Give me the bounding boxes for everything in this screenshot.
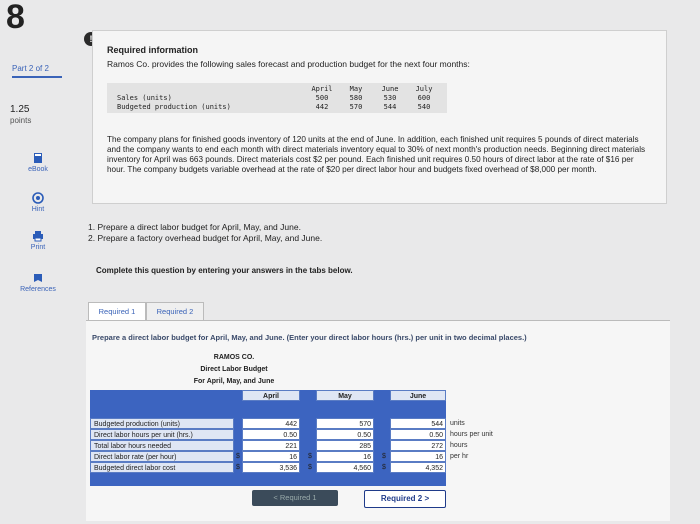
budget-period: For April, May, and June <box>193 378 275 385</box>
budget-row-label: Budgeted production (units) <box>90 418 234 429</box>
references-icon <box>32 272 44 284</box>
print-icon <box>32 230 44 242</box>
budget-value-input[interactable]: 285 <box>316 440 374 451</box>
info-subtitle: Ramos Co. provides the following sales forecast and production budget for the next four months: <box>107 59 470 69</box>
ebook-label: eBook <box>28 166 48 173</box>
budget-month-header: April <box>242 390 300 401</box>
references-label: References <box>20 286 56 293</box>
budget-value-input[interactable]: 3,536 <box>242 462 300 473</box>
points-label: points <box>10 116 32 125</box>
budget-title: Direct Labor Budget <box>200 366 268 373</box>
forecast-month: May <box>349 85 363 93</box>
dollar-sign: $ <box>236 453 240 460</box>
budget-row-label: Direct labor rate (per hour) <box>90 451 234 462</box>
budget-row-label: Total labor hours needed <box>90 440 234 451</box>
next-required-button[interactable]: Required 2 > <box>364 490 446 508</box>
budget-value-input[interactable]: 442 <box>242 418 300 429</box>
forecast-value: 500 <box>315 94 329 102</box>
forecast-value: 540 <box>417 103 431 111</box>
points-value: 1.25 <box>10 104 30 115</box>
forecast-month: April <box>311 85 333 93</box>
references-button[interactable] <box>18 272 58 293</box>
info-title: Required information <box>107 45 199 55</box>
budget-row-label: Direct labor hours per unit (hrs.) <box>90 429 234 440</box>
tabs-instruction: Complete this question by entering your answers in the tabs below. <box>96 266 353 275</box>
ebook-button[interactable] <box>18 152 58 173</box>
budget-value-input[interactable]: 272 <box>390 440 446 451</box>
budget-value-input[interactable]: 16 <box>390 451 446 462</box>
budget-value-input[interactable]: 16 <box>316 451 374 462</box>
company-plans-text: The company plans for finished goods inventory of 120 units at the end of June. In addition, each finished unit requires 5 pounds of direct materials and the company wants to end each month with direct materials inventory equal to 30% of next month's production needs. Beginning direct materials inventory for April was 663 pounds. Direct materials cost $2 per pound. Each finished unit requires 0.50 hours of direct labor at the rate of $16 per hour. The company budgets variable overhead at the rate of $20 per direct labor hour and budgets fixed overhead of $8,000 per month. <box>107 135 646 174</box>
budget-value-input[interactable]: 570 <box>316 418 374 429</box>
task-item: 2. Prepare a factory overhead budget for April, May, and June. <box>88 233 323 243</box>
ebook-icon <box>32 152 44 164</box>
forecast-value: 442 <box>315 103 329 111</box>
budget-value-input[interactable]: 0.50 <box>242 429 300 440</box>
alert-icon: ! <box>84 32 98 46</box>
panel-instruction: Prepare a direct labor budget for April, May, and June. (Enter your direct labor hours (hrs.) per unit in two decimal places.) <box>92 333 527 342</box>
forecast-row-label: Sales (units) <box>117 94 172 102</box>
print-label: Print <box>30 244 46 251</box>
dollar-sign: $ <box>308 464 312 471</box>
dollar-sign: $ <box>308 453 312 460</box>
hint-label: Hint <box>31 206 45 213</box>
forecast-value: 544 <box>383 103 397 111</box>
forecast-row-sales <box>107 94 447 103</box>
forecast-month: July <box>415 85 433 93</box>
budget-unit: hours <box>450 442 468 449</box>
part-progress-bar <box>12 76 62 78</box>
forecast-row-label: Budgeted production (units) <box>117 103 231 111</box>
task-list <box>88 222 322 244</box>
budget-row-label: Budgeted direct labor cost <box>90 462 234 473</box>
budget-value-input[interactable]: 16 <box>242 451 300 462</box>
dollar-sign: $ <box>382 464 386 471</box>
print-button[interactable] <box>18 230 58 251</box>
dollar-sign: $ <box>236 464 240 471</box>
forecast-value: 600 <box>417 94 431 102</box>
budget-value-input[interactable]: 0.50 <box>316 429 374 440</box>
forecast-value: 570 <box>349 103 363 111</box>
forecast-row-production <box>107 103 447 112</box>
tab-required-2[interactable]: Required 2 <box>146 302 204 322</box>
tab-required-1[interactable]: Required 1 <box>88 302 146 322</box>
forecast-month: June <box>381 85 399 93</box>
question-number: 8 <box>6 0 25 36</box>
part-indicator: Part 2 of 2 <box>12 64 49 73</box>
budget-company: RAMOS CO. <box>213 354 255 361</box>
budget-unit: units <box>450 420 465 427</box>
budget-value-input[interactable]: 0.50 <box>390 429 446 440</box>
budget-month-header: May <box>316 390 374 401</box>
budget-unit: per hr <box>450 453 469 460</box>
required-information-box <box>92 30 667 204</box>
task-item: 1. Prepare a direct labor budget for April, May, and June. <box>88 222 301 232</box>
budget-value-input[interactable]: 4,352 <box>390 462 446 473</box>
forecast-value: 580 <box>349 94 363 102</box>
budget-unit: hours per unit <box>450 431 493 438</box>
budget-value-input[interactable]: 544 <box>390 418 446 429</box>
budget-month-header: June <box>390 390 446 401</box>
hint-icon <box>32 192 44 204</box>
previous-required-button[interactable]: < Required 1 <box>252 490 338 506</box>
dollar-sign: $ <box>382 453 386 460</box>
budget-value-input[interactable]: 4,560 <box>316 462 374 473</box>
hint-button[interactable] <box>18 192 58 213</box>
forecast-value: 530 <box>383 94 397 102</box>
budget-value-input[interactable]: 221 <box>242 440 300 451</box>
forecast-header-row <box>107 85 447 94</box>
